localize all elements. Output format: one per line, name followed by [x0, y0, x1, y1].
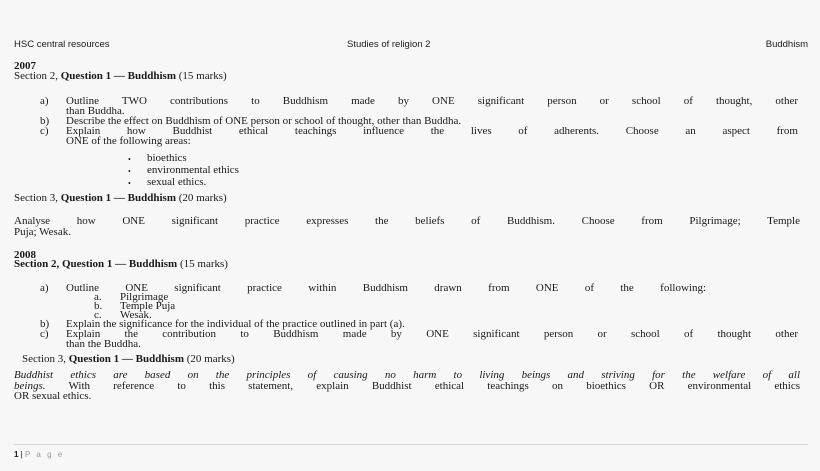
year-2008: 2008: [14, 249, 36, 261]
item-label: a): [40, 95, 49, 107]
section-3-text-2007: Analyse how ONE significant practice expresses the beliefs of Buddhism. Choose from Pilgrimage; Temple: [14, 215, 800, 227]
section-3-text-2007-cont: Puja; Wesak.: [14, 226, 71, 238]
bullet-icon: •: [128, 179, 131, 188]
sub-item-text: Pilgrimage: [120, 291, 169, 303]
sub-item-label: b.: [94, 300, 103, 312]
item-text: Explain how Buddhist ethical teachings influence the lives of adherents. Choose an aspect from: [66, 125, 798, 137]
item-text-cont: than Buddha.: [66, 105, 125, 117]
page-number: 1: [14, 450, 19, 459]
section-3-text-2008-cont: OR sexual ethics.: [14, 390, 92, 402]
section-2-heading-2007: Section 2, Question 1 — Buddhism (15 marks): [14, 70, 227, 82]
item-text-cont: than the Buddha.: [66, 338, 141, 350]
footer-divider: [14, 444, 808, 445]
item-text: Describe the effect on Buddhism of ONE person or school of thought, other than Buddha.: [66, 115, 462, 127]
footer-separator: |: [18, 450, 25, 459]
bullet-item: environmental ethics: [147, 164, 239, 176]
item-label: a): [40, 282, 49, 294]
sub-item-text: Temple Puja: [120, 300, 176, 312]
bullet-item: sexual ethics.: [147, 176, 207, 188]
item-label: c): [40, 328, 49, 340]
bullet-icon: •: [128, 167, 131, 176]
section-3-text-2008: beings. With reference to this statement, explain Buddhist ethical teachings on bioethics OR environmental ethics: [14, 380, 800, 392]
section-3-heading-2008: Section 3, Question 1 — Buddhism (20 marks): [22, 353, 235, 365]
sub-item-text: Wesak.: [120, 309, 152, 321]
item-label: b): [40, 115, 50, 127]
sub-item-label: a.: [94, 291, 102, 303]
page-footer: [14, 450, 64, 459]
header-left: HSC central resources: [14, 39, 110, 50]
section-2-heading-2008: Section 2, Question 1 — Buddhism (15 marks): [14, 258, 228, 270]
item-text: Explain the significance for the individual of the practice outlined in part (a).: [66, 318, 405, 330]
item-label: c): [40, 125, 49, 137]
year-2007: 2007: [14, 60, 36, 72]
page-header: [14, 39, 808, 51]
section-3-heading-2007: Section 3, Question 1 — Buddhism (20 marks): [14, 192, 227, 204]
item-text-cont: ONE of the following areas:: [66, 135, 191, 147]
item-label: b): [40, 318, 50, 330]
section-3-quote: Buddhist ethics are based on the principles of causing no harm to living beings and striving for the welfare of all: [14, 369, 800, 381]
header-right: Buddhism: [765, 39, 808, 50]
bullet-item: bioethics: [147, 152, 187, 164]
item-text: Explain the contribution to Buddhism made by ONE significant person or school of thought other: [66, 328, 798, 340]
item-text: Outline TWO contributions to Buddhism made by ONE significant person or school of thought, other: [66, 95, 798, 107]
item-text: Outline ONE significant practice within Buddhism drawn from ONE of the following:: [66, 282, 706, 294]
sub-item-label: c.: [94, 309, 102, 321]
header-center: Studies of religion 2: [347, 39, 431, 50]
page-word: P a g e: [24, 450, 65, 459]
bullet-icon: •: [128, 155, 131, 164]
